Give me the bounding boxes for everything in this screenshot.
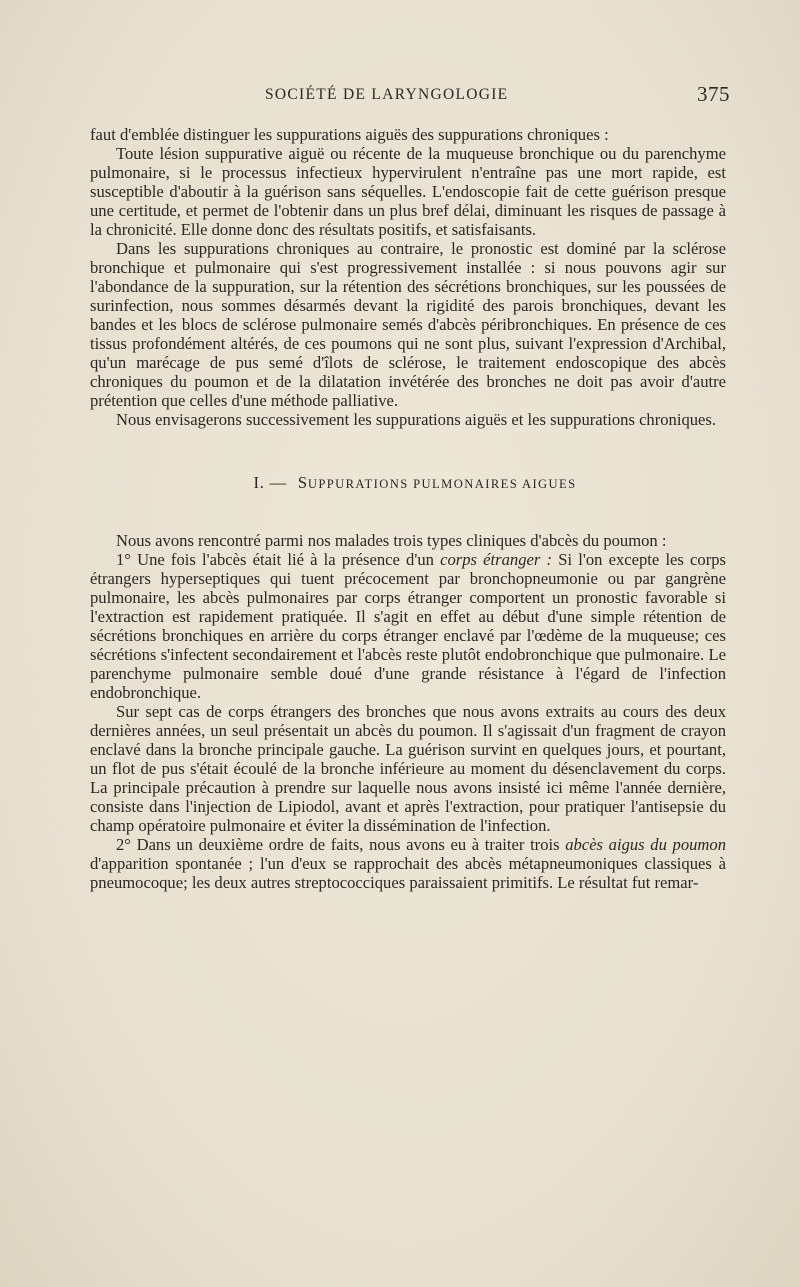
paragraph-foreign-body-rest: Si l'on excepte les corps étrangers hyperseptiques qui tuent précocement par bronchopneumonie ou par gangrène pulmonaire, les abcès pulmonaires par corps étranger comportent un pronostic favorable si l'extraction est rapidement pratiquée. Il s'agit en effet au début d'une simple rétention de sécrétions bronchiques en arrière du corps étranger enclavé par l'œdème de la muqueuse; ces sécrétions s'infectent secondairement et l'abcès reste plutôt endobronchique que pulmonaire. Le parenchyme pulmonaire semble doué d'une grande résistance à l'égard de l'infection endobronchique.	[90, 550, 726, 702]
body-text	[90, 125, 726, 892]
paragraph-acute-lesions: Toute lésion suppurative aiguë ou récente de la muqueuse bronchique ou du parenchyme pulmonaire, si le processus infectieux hypervirulent n'entraîne pas une mort rapide, est susceptible d'aboutir à la guérison sans séquelles. L'endoscopie fait de cette guérison presque une certitude, et permet de l'obtenir dans un plus bref délai, diminuant les risques de passage à la chronicité. Elle donne donc des résultats positifs, et satisfaisants.	[90, 144, 726, 239]
paragraph-acute-abscess-emphasis: abcès aigus du poumon	[565, 835, 726, 854]
paragraph-acute-abscess	[90, 835, 726, 892]
paragraph-foreign-body-lead: 1° Une fois l'abcès était lié à la présence d'un	[116, 550, 441, 569]
paragraph-foreign-body-emphasis: corps étranger :	[440, 550, 553, 569]
section-heading	[90, 473, 726, 494]
paragraph-chronic-suppurations: Dans les suppurations chroniques au contraire, le pronostic est dominé par la sclérose bronchique et pulmonaire qui s'est progressivement installée : si nous pouvons agir sur l'abondance de la suppuration, sur la rétention des sécrétions bronchiques, sur les poussées de surinfection, nous sommes désarmés devant la rigidité des parois bronchiques, devant les bandes et les blocs de sclérose pulmonaire semés d'abcès péribronchiques. En présence de ces tissus profondément altérés, de ces poumons qui ne sont plus, suivant l'expression d'Archibal, qu'un marécage de pus semé d'îlots de sclérose, le traitement endoscopique des abcès chroniques du poumon et de la dilatation invétérée des bronches ne doit pas avoir d'autre prétention que celles d'une méthode palliative.	[90, 239, 726, 410]
section-number: I. —	[253, 473, 287, 492]
running-title: SOCIÉTÉ DE LARYNGOLOGIE	[265, 86, 509, 103]
paragraph-continuation: faut d'emblée distinguer les suppurations aiguës des suppurations chroniques :	[90, 125, 609, 144]
paragraph-acute-abscess-lead: 2° Dans un deuxième ordre de faits, nous avons eu à traiter trois	[116, 835, 566, 854]
paragraph-plan: Nous envisagerons successivement les suppurations aiguës et les suppurations chroniques.	[116, 410, 717, 429]
section-title-rest: UPPURATIONS PULMONAIRES AIGUES	[307, 477, 577, 491]
page-header	[90, 82, 730, 110]
page-number: 375	[697, 82, 730, 106]
paragraph-foreign-body	[90, 550, 726, 702]
paragraph-intro: Nous avons rencontré parmi nos malades trois types cliniques d'abcès du poumon :	[116, 531, 667, 550]
paragraph-seven-cases: Sur sept cas de corps étrangers des bronches que nous avons extraits au cours des deux dernières années, un seul présentait un abcès du poumon. Il s'agissait d'un fragment de crayon enclavé dans la bronche principale gauche. La guérison survint en quelques jours, et pourtant, un flot de pus s'était écoulé de la bronche inférieure au moment du désenclavement du corps. La principale précaution à prendre sur laquelle nous avons insisté ici même l'année dernière, consiste dans l'injection de Lipiodol, avant et après l'extraction, pour pratiquer l'antisepsie du champ opératoire pulmonaire et éviter la dissémination de l'infection.	[90, 702, 726, 835]
paragraph-acute-abscess-rest: d'apparition spontanée ; l'un d'eux se rapprochait des abcès métapneumoniques classiques à pneumocoque; les deux autres streptococciques paraissaient primitifs. Le résultat fut remar-	[90, 854, 726, 892]
section-title-initial: S	[297, 473, 308, 492]
